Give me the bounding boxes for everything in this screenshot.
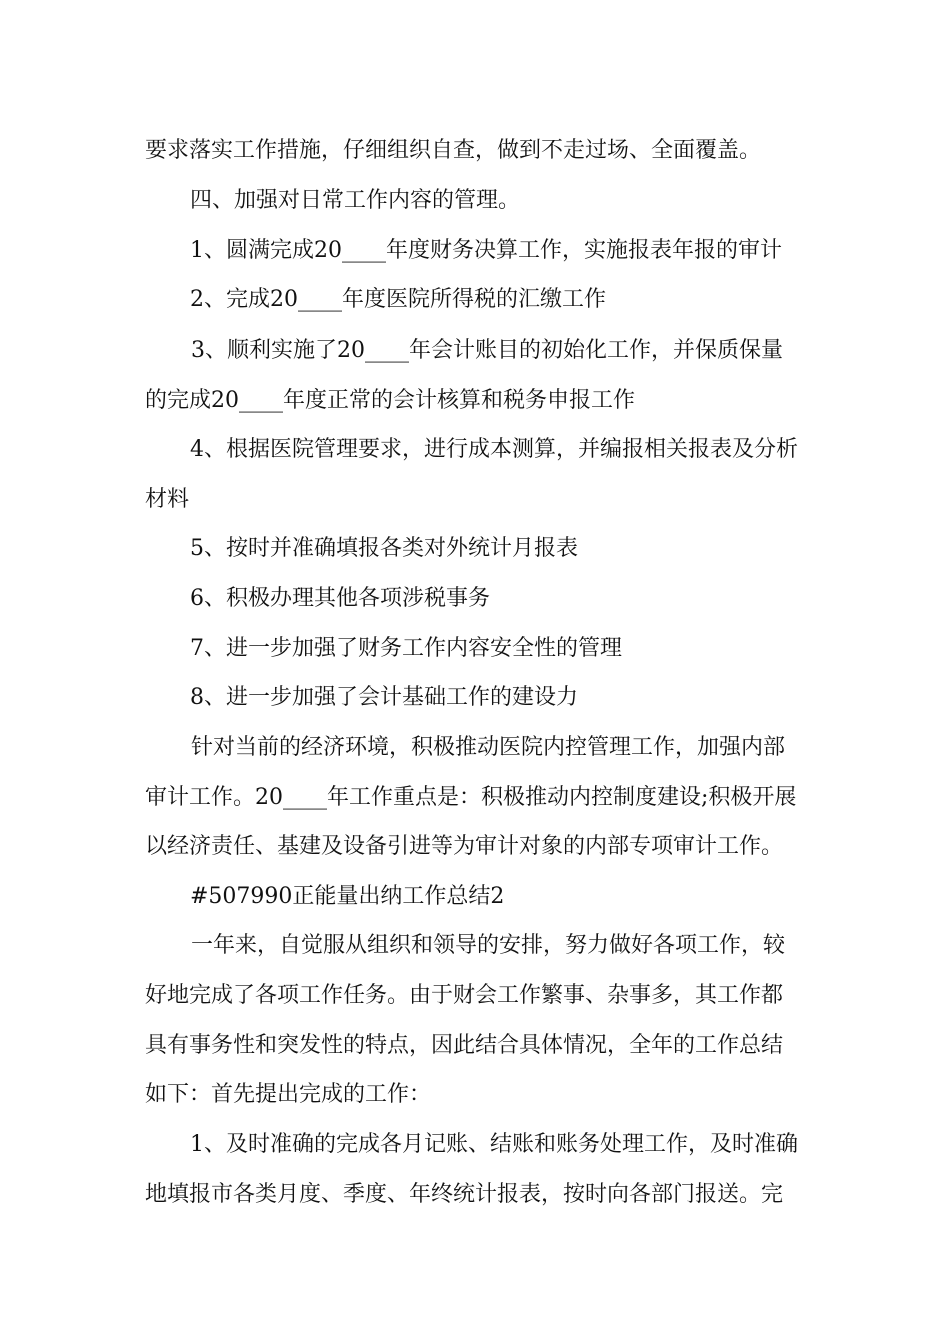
text-line: 材料 (145, 487, 190, 512)
paragraph-line: 针对当前的经济环境，积极推动医院内控管理工作，加强内部 (191, 735, 786, 760)
list-item: 5、按时并准确填报各类对外统计月报表 (190, 536, 578, 561)
list-item: 2、完成20____年度医院所得税的汇缴工作 (190, 287, 606, 312)
list-item: 7、进一步加强了财务工作内容安全性的管理 (190, 636, 622, 661)
section-title: #507990正能量出纳工作总结2 (190, 884, 505, 909)
list-item: 1、及时准确的完成各月记账、结账和账务处理工作，及时准确 (190, 1132, 798, 1157)
paragraph-line: 具有事务性和突发性的特点，因此结合具体情况，全年的工作总结 (145, 1033, 784, 1058)
paragraph-line: 地填报市各类月度、季度、年终统计报表，按时向各部门报送。完 (145, 1182, 784, 1207)
list-item: 1、圆满完成20____年度财务决算工作，实施报表年报的审计 (190, 238, 782, 263)
paragraph-line: 以经济责任、基建及设备引进等为审计对象的内部专项审计工作。 (145, 834, 784, 859)
list-item: 3、顺利实施了20____年会计账目的初始化工作，并保质保量 (191, 338, 783, 363)
list-item: 4、根据医院管理要求，进行成本测算，并编报相关报表及分析 (190, 437, 798, 462)
paragraph-line: 好地完成了各项工作任务。由于财会工作繁事、杂事多，其工作都 (145, 983, 784, 1008)
paragraph-line: 审计工作。20____年工作重点是：积极推动内控制度建设;积极开展 (145, 785, 797, 810)
paragraph-line: 一年来，自觉服从组织和领导的安排，努力做好各项工作，较 (191, 933, 786, 958)
section-heading: 四、加强对日常工作内容的管理。 (190, 188, 521, 213)
list-item: 6、积极办理其他各项涉税事务 (190, 586, 490, 611)
text-line: 要求落实工作措施，仔细组织自查，做到不走过场、全面覆盖。 (145, 138, 762, 163)
list-item: 8、进一步加强了会计基础工作的建设力 (190, 685, 578, 710)
paragraph-line: 如下：首先提出完成的工作： (145, 1082, 432, 1107)
text-line: 的完成20____年度正常的会计核算和税务申报工作 (145, 388, 635, 413)
